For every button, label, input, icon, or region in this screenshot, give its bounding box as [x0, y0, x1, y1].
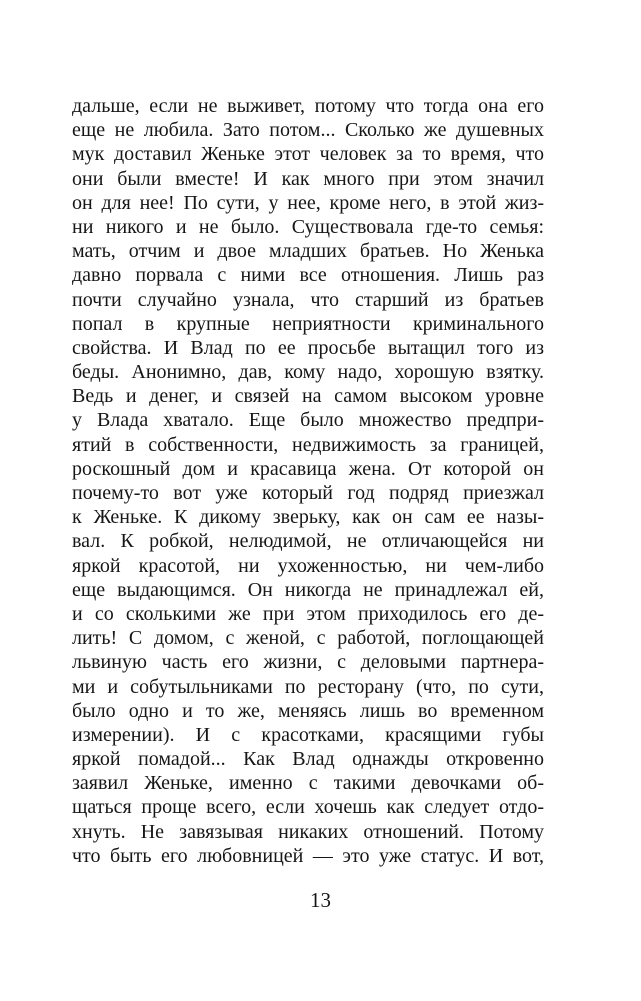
text-line: лить! С домом, с женой, с работой, поглощающей: [72, 627, 544, 650]
text-line: почему-то вот уже который год подряд приезжал: [72, 482, 544, 504]
body-text: [72, 94, 544, 868]
text-line: было одно и то же, меняясь лишь во временном: [72, 699, 544, 722]
text-line: яркой красотой, ни ухоженностью, ни чем-либо: [72, 554, 544, 577]
text-line: беды. Анонимно, дав, кому надо, хорошую взятку.: [72, 361, 544, 384]
text-line: попал в крупные неприятности криминального: [72, 312, 544, 335]
text-line: ни никого и не было. Существовала где-то семья:: [72, 215, 544, 238]
text-line: щаться проще всего, если хочешь как следует отдо-: [72, 796, 544, 819]
text-line: давно порвала с ними все отношения. Лишь раз: [72, 264, 544, 287]
text-line: у Влада хватало. Еще было множество предпри-: [72, 409, 544, 432]
text-line: он для нее! По сути, у нее, кроме него, в этой жиз-: [72, 191, 544, 214]
text-line: еще не любила. Зато потом... Сколько же душевных: [72, 119, 544, 142]
text-line: еще выдающимся. Он никогда не принадлежал ей,: [72, 578, 544, 601]
text-line: почти случайно узнала, что старший из братьев: [72, 288, 544, 311]
text-line: ятий в собственности, недвижимость за границей,: [72, 433, 544, 456]
text-line: дальше, если не выживет, потому что тогда она его: [72, 95, 544, 117]
text-line: заявил Женьке, именно с такими девочками об-: [72, 772, 544, 795]
text-line: львиную часть его жизни, с деловыми партнера-: [72, 651, 544, 674]
text-line: яркой помадой... Как Влад однажды откровенно: [72, 748, 544, 771]
text-line: мук доставил Женьке этот человек за то время, что: [72, 143, 544, 166]
text-line: ми и собутыльниками по ресторану (что, по сути,: [72, 675, 544, 698]
text-line: к Женьке. К дикому зверьку, как он сам ее назы-: [72, 506, 544, 529]
text-line: роскошный дом и красавица жена. От которой он: [72, 457, 544, 480]
text-line: они были вместе! И как много при этом значил: [72, 167, 544, 190]
text-line: измерении). И с красотками, красящими губы: [72, 723, 544, 746]
page-number: 13: [310, 888, 331, 912]
text-line: вал. К робкой, нелюдимой, не отличающейся ни: [72, 530, 544, 553]
text-line: свойства. И Влад по ее просьбе вытащил того из: [72, 336, 544, 359]
text-line: хнуть. Не завязывая никаких отношений. Потому: [72, 820, 544, 843]
text-line: Ведь и денег, и связей на самом высоком уровне: [72, 385, 544, 408]
text-line: что быть его любовницей — это уже статус. И вот,: [72, 844, 544, 867]
text-line: и со сколькими же при этом приходилось его де-: [72, 602, 544, 625]
text-line: мать, отчим и двое младших братьев. Но Женька: [72, 240, 544, 263]
